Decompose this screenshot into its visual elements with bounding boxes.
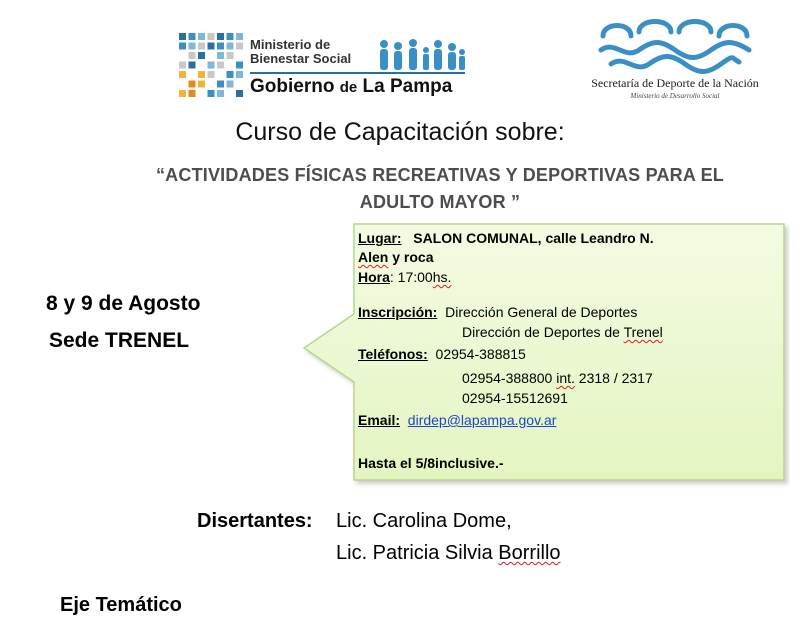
grid-dot xyxy=(217,52,224,59)
grid-dot xyxy=(236,62,243,69)
bottom-partial-text: Eje Temático xyxy=(60,594,182,616)
event-dates: 8 y 9 de Agosto xyxy=(46,292,201,315)
grid-dot xyxy=(189,90,196,97)
grid-dot xyxy=(198,71,205,78)
course-title xyxy=(90,162,790,216)
email-row xyxy=(358,412,556,429)
course-heading: Curso de Capacitación sobre: xyxy=(235,118,565,146)
grid-dot xyxy=(179,62,186,69)
grid-dot xyxy=(208,71,215,78)
grid-dot xyxy=(198,43,205,50)
email-label: Email: xyxy=(358,412,401,428)
course-title-line1: “ACTIVIDADES FÍSICAS RECREATIVAS Y DEPORTIVAS PARA EL xyxy=(155,165,724,185)
grid-dot xyxy=(217,33,224,40)
grid-dot xyxy=(217,90,224,97)
ministerio-line1: Ministerio de xyxy=(250,37,331,52)
grid-dot xyxy=(189,52,196,59)
course-title-line2: ADULTO MAYOR ” xyxy=(359,192,521,212)
grid-dot xyxy=(189,81,196,88)
grid-dot xyxy=(189,62,196,69)
grid-dot xyxy=(236,90,243,97)
grid-dot xyxy=(217,62,224,69)
telefonos-row xyxy=(358,346,526,363)
grid-dot xyxy=(227,33,234,40)
grid-dot xyxy=(236,33,243,40)
grid-dot xyxy=(198,81,205,88)
secretaria-name: Secretaría de Deporte de la Nación xyxy=(591,76,759,90)
grid-dot xyxy=(217,43,224,50)
grid-dot xyxy=(236,43,243,50)
grid-dot xyxy=(217,81,224,88)
lugar-row-2: Alen y roca xyxy=(358,249,434,265)
grid-dot xyxy=(208,43,215,50)
grid-dot xyxy=(198,52,205,59)
speaker-2: Lic. Patricia Silvia Borrillo xyxy=(336,542,561,564)
deadline-text: Hasta el 5/8inclusive.- xyxy=(358,455,504,471)
grid-dot xyxy=(198,33,205,40)
event-venue: Sede TRENEL xyxy=(49,329,190,352)
lugar-value: SALON COMUNAL, calle Leandro N. xyxy=(413,230,654,246)
inscripcion-value-2: Dirección de Deportes de Trenel xyxy=(462,324,663,340)
grid-dot xyxy=(208,62,215,69)
grid-dot xyxy=(189,33,196,40)
email-link[interactable]: dirdep@lapampa.gov.ar xyxy=(407,412,557,428)
grid-dot xyxy=(189,43,196,50)
hora-label: Hora xyxy=(358,269,390,285)
grid-dot xyxy=(236,71,243,78)
grid-dot xyxy=(179,33,186,40)
gobierno-la-pampa-text: Gobierno de La Pampa xyxy=(250,76,453,97)
grid-dot xyxy=(208,33,215,40)
people-silhouettes-icon xyxy=(376,38,468,72)
hora-row: Hora: 17:00hs. xyxy=(358,269,452,285)
grid-dot xyxy=(227,52,234,59)
grid-dot xyxy=(179,43,186,50)
grid-dot xyxy=(179,71,186,78)
grid-dot xyxy=(227,71,234,78)
waves-logo-icon xyxy=(595,14,755,74)
lugar-label: Lugar: xyxy=(358,230,402,246)
tel-1: 02954-388815 xyxy=(435,346,526,362)
grid-dot xyxy=(208,90,215,97)
speaker-1: Lic. Carolina Dome, xyxy=(336,510,512,532)
dot-grid-logo-icon xyxy=(178,32,246,102)
ministerio-logo xyxy=(178,28,468,106)
speakers-label: Disertantes: xyxy=(197,510,313,532)
secretaria-subtitle: Ministerio de Desarrollo Social xyxy=(630,92,720,100)
lugar-row xyxy=(358,230,654,247)
telefonos-label: Teléfonos: xyxy=(358,346,428,362)
ministerio-divider xyxy=(250,72,465,74)
inscripcion-value-1: Dirección General de Deportes xyxy=(445,304,638,320)
secretaria-logo xyxy=(575,14,775,106)
tel-2: 02954-388800 int. 2318 / 2317 xyxy=(462,370,653,386)
grid-dot xyxy=(179,90,186,97)
inscripcion-row xyxy=(358,304,637,321)
grid-dot xyxy=(227,81,234,88)
ministerio-line2: Bienestar Social xyxy=(250,51,352,66)
grid-dot xyxy=(227,43,234,50)
tel-3: 02954-15512691 xyxy=(462,390,568,406)
inscripcion-label: Inscripción: xyxy=(358,304,438,320)
